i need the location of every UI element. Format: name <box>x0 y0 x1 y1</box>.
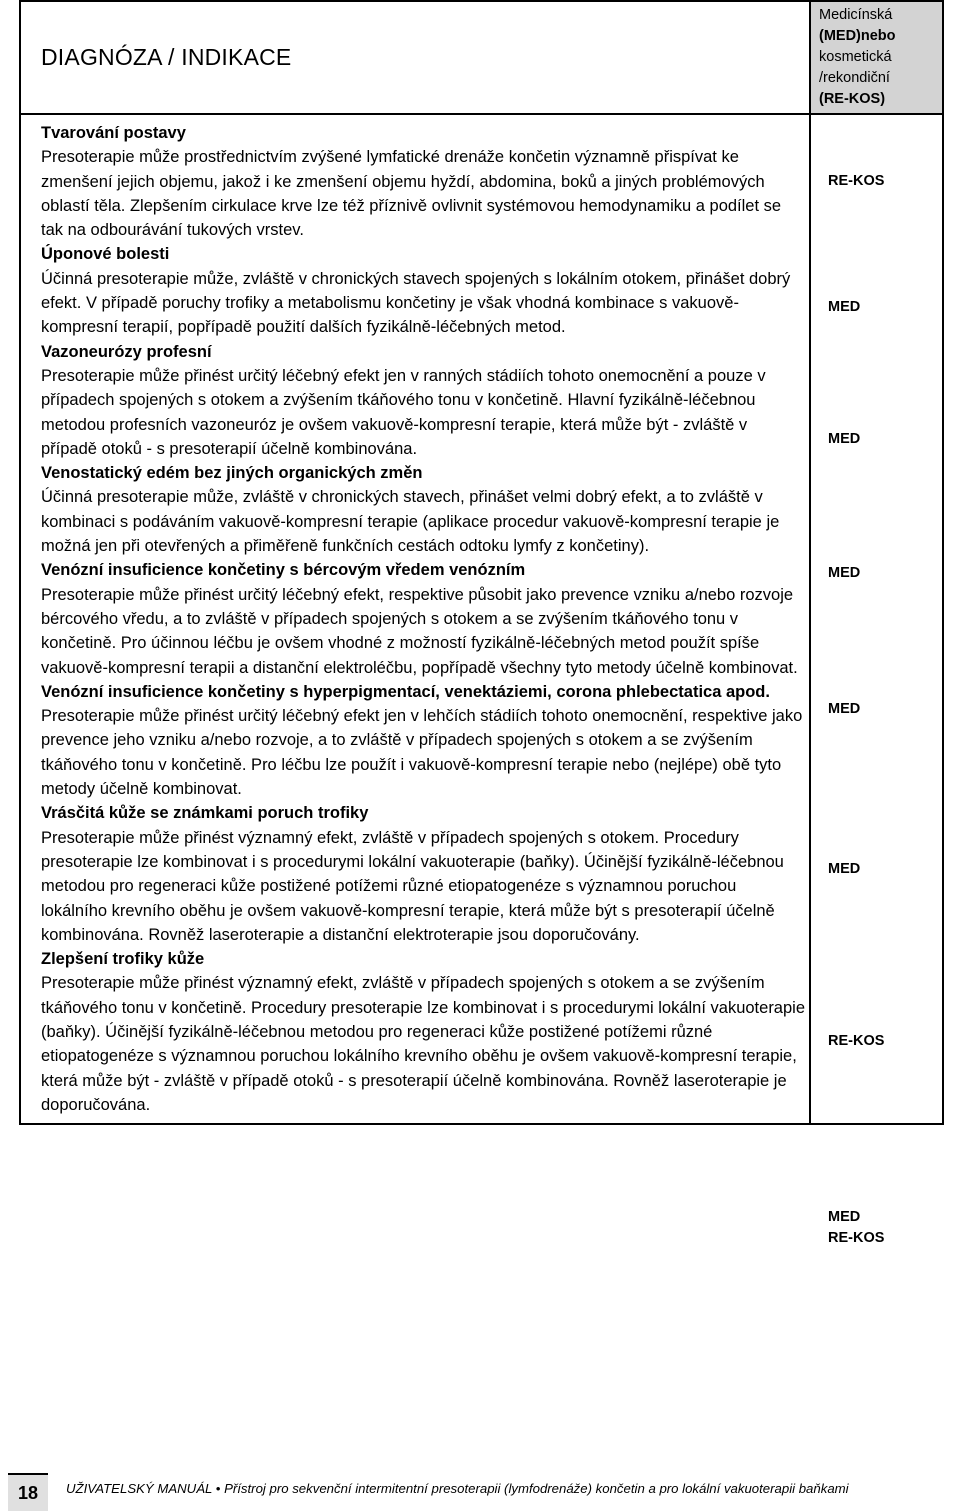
indications-cell <box>20 114 810 1124</box>
category-label: MED <box>828 565 861 581</box>
category-label: MED <box>828 701 861 717</box>
section-text: Presoterapie může přinést určitý léčebný efekt jen v ranných stádiích tohoto onemocnění a pouze v případech spojených s otokem a zvýšením tkáňového tonu v končetině. Hlavní fyzikálně-léčebnou metodou profesních vazoneuróz je ovšem vakuově-kompresní terapie, která může být - zvláště v případě otoků - s presoterapií účelně kombinována. <box>41 366 766 458</box>
indication-section <box>41 680 805 801</box>
indication-section <box>41 121 805 242</box>
section-text: Presoterapie může přinést určitý léčebný efekt jen v lehčích stádiích tohoto onemocnění, respektive jako prevence jeho vzniku a/nebo rozvoje, a to zvláště v případech spojených s otokem a se zvýšením tkáňového tonu v končetině. Pro léčbu lze použít i vakuově-kompresní terapie nebo (nejlépe) obě tyto metody účelně kombinovat. <box>41 707 803 799</box>
section-text: Presoterapie může přinést významný efekt, zvláště v případech spojených s otokem a se zvýšením tkáňového tonu v končetině. Procedury presoterapie lze kombinovat i s procedurymi lokální vakuoterapie (baňky). Účinější fyzikálně-léčebnou metodou pro regeneraci kůže postižené potížemi různé etiopatogenéze s významnou poruchou lokálního krevního oběhu je ovšem vakuově-kompresní terapie, která může být - zvláště v případě otoků - s presoterapií účelně kombinována. Rovněž laseroterapie je doporučována. <box>41 974 806 1114</box>
section-text: Presoterapie může přinést určitý léčebný efekt, respektive působit jako prevence vzniku a/nebo rozvoje bércového vředu, a to zvláště v případech spojených s otokem a se zvýšením tkáňového tonu v končetině. Pro účinnou léčbu je ovšem vhodné z možností fyzikálně-léčebných metod použít spíše vakuově-kompresní terapii a distanční elektroléčbu, popřípadě všechny tyto metody účelně kombinovat. <box>41 585 798 677</box>
section-title: Venózní insuficience končetiny s hyperpigmentací, venektáziemi, corona phlebectatica apod. <box>41 682 770 701</box>
table-header-row <box>20 1 943 114</box>
section-title: Tvarování postavy <box>41 124 186 142</box>
section-category <box>828 1031 884 1052</box>
category-header-line: Medicínská <box>819 7 893 23</box>
section-title: Zlepšení trofiky kůže <box>41 950 205 969</box>
indication-section <box>41 242 805 339</box>
indication-table <box>19 0 944 1246</box>
section-category <box>828 859 860 880</box>
categories-cell <box>810 114 943 1246</box>
section-category <box>828 429 860 450</box>
section-category <box>828 297 860 318</box>
table-header-diagnosis <box>20 1 810 114</box>
section-category <box>828 563 860 584</box>
section-title: Vazoneurózy profesní <box>41 342 212 361</box>
category-label: MED <box>828 431 861 447</box>
section-category <box>828 1207 884 1249</box>
footer-device-text: Přístroj pro sekvenční intermitentní presoterapii (lymfodrenáže) končetin a pro lokální vakuoterapii baňkami <box>224 1481 849 1496</box>
category-header-line: /rekondiční <box>819 70 890 86</box>
footer-manual-label: UŽIVATELSKÝ MANUÁL <box>66 1481 213 1496</box>
indication-section <box>41 558 805 679</box>
table-body-row <box>20 114 943 1124</box>
table-title: DIAGNÓZA / INDIKACE <box>41 44 292 70</box>
section-text: Účinná presoterapie může, zvláště v chronických stavech spojených s lokálním otokem, přinášet dobrý efekt. V případě poruchy trofiky a metabolismu končetiny je však vhodná kombinace s vakuově-kompresní terapií, popřípadě použití dalších fyzikálně-léčebných metod. <box>41 269 791 337</box>
section-text: Účinná presoterapie může, zvláště v chronických stavech, přinášet velmi dobrý efekt, a to zvláště v kombinaci s podáváním vakuově-kompresní terapie (aplikace procedur vakuově-kompresní terapie je možná jen při otevřených a přiměřeně funkčních cestách odtoku lymfy z končetiny). <box>41 488 780 556</box>
section-title: Venózní insuficience končetiny s bércovým vředem venózním <box>41 561 526 580</box>
page-number: 18 <box>8 1473 48 1511</box>
section-text: Presoterapie může prostřednictvím zvýšené lymfatické drenáže končetin významně přispívat ke zmenšení jejich objemu, jakož i ke zmenšení objemu hyždí, abdomina, boků a jiných problémových oblastí těla. Zlepšením cirkulace krve lze též příznivě ovlivnit systémovou hemodynamiku a podílet se tak na odbourávání tukových vrstev. <box>41 148 782 240</box>
category-label: MED <box>828 299 861 315</box>
category-header-line: (RE-KOS) <box>819 91 886 107</box>
section-title: Vrásčitá kůže se známkami poruch trofiky <box>41 804 369 823</box>
category-label: RE-KOS <box>828 1033 885 1049</box>
table-header-category <box>810 1 943 114</box>
section-title: Venostatický edém bez jiných organických změn <box>41 464 423 483</box>
category-header-line: (MED)nebo <box>819 28 896 44</box>
category-label: MED <box>828 1209 861 1225</box>
category-header-line: kosmetická <box>819 49 892 65</box>
section-category <box>828 171 884 192</box>
indication-section <box>41 947 805 1117</box>
footer-bullet: • <box>215 1481 221 1496</box>
indication-section <box>41 461 805 558</box>
category-label: RE-KOS <box>828 173 885 189</box>
indication-section <box>41 340 805 461</box>
section-text: Presoterapie může přinést významný efekt, zvláště v případech spojených s otokem. Procedury presoterapie lze kombinovat i s procedurymi lokální vakuoterapie (baňky). Účinější fyzikálně-léčebnou metodou pro regeneraci kůže postižené potížemi různé etiopatogenéze s významnou poruchou lokálního krevního oběhu je ovšem vakuově-kompresní terapie, která může být s presoterapií účelně kombinována. Rovněž laseroterapie a distanční elektroterapie jsou doporučovány. <box>41 828 784 944</box>
category-label: RE-KOS <box>828 1230 885 1246</box>
section-title: Úponové bolesti <box>41 245 170 264</box>
indication-section <box>41 801 805 947</box>
category-label: MED <box>828 861 861 877</box>
page-footer <box>0 1465 960 1509</box>
section-category <box>828 699 860 720</box>
footer-text <box>66 1481 849 1496</box>
